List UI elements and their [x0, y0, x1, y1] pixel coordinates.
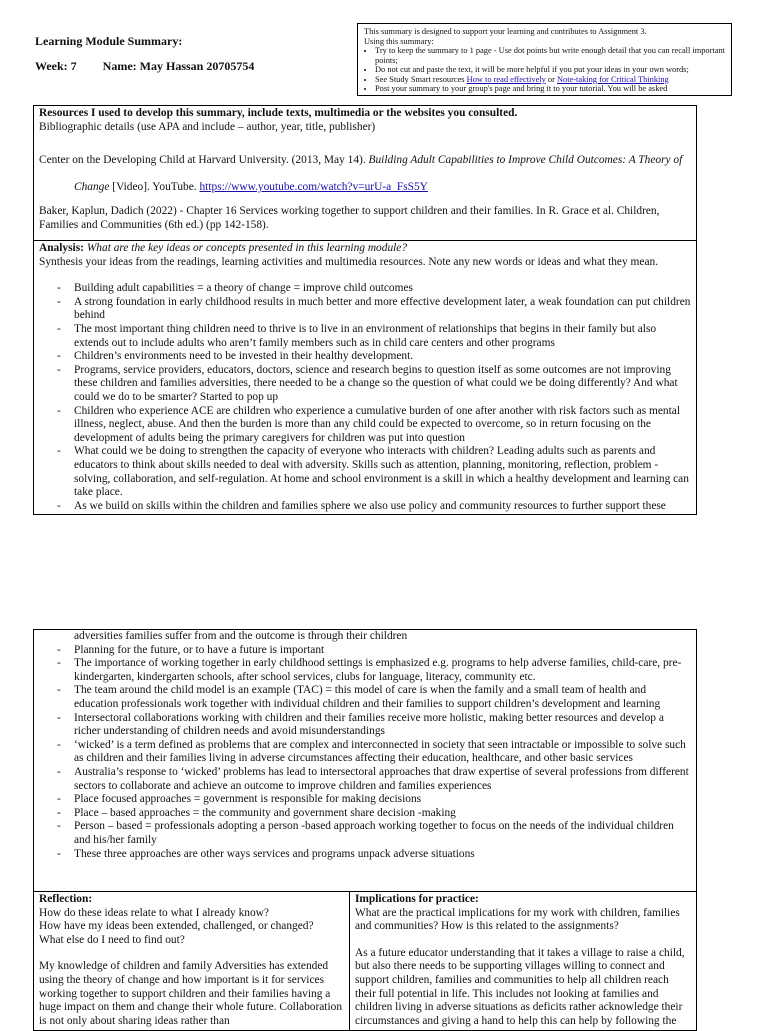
week-name-line	[35, 59, 254, 74]
list-item: - ‘wicked’ is a term defined as problems that are complex and interconnected in society that seen intractable or impossible to solve such as children and their families living in adverse circumstances affecting their education, healthcare, and other basic services	[39, 739, 691, 766]
instruction-item: • Try to keep the summary to 1 page - Use dot points but write enough detail that you can recall important points;	[375, 46, 725, 65]
reflection-heading: Reflection:	[39, 893, 93, 905]
summary-title: Learning Module Summary:	[35, 34, 183, 48]
resources-section	[33, 105, 697, 241]
implications-text: As a future educator understanding that it takes a village to raise a child, but also there needs to be supporting villages willing to connect and support children, families and communities to help all children reach their full potential in life. This includes not looking at families and children living in adverse situations as deficits rather acknowledge their circumstances and giving a hand to help this can help by following the	[355, 946, 685, 1027]
analysis-section	[33, 240, 697, 515]
reflection-question: How have my ideas been extended, challenged, or changed?	[39, 920, 314, 933]
analysis-continued-section	[33, 629, 697, 892]
list-item: - Programs, service providers, educators, doctors, science and research begins to question itself as some outcomes are not improving these children and families adversities, there needed to be a change so the question of what could we be doing differently? And what could we do to be smarter? Started to pop up	[39, 364, 691, 405]
list-item: - Building adult capabilities = a theory of change = improve child outcomes	[39, 282, 691, 296]
youtube-link[interactable]: https://www.youtube.com/watch?v=urU-a_FsS5Y	[199, 181, 428, 194]
list-item: - Place – based approaches = the community and government share decision -making	[39, 807, 691, 821]
list-item: - Person – based = professionals adopting a person -based approach working together to focus on the needs of the individual children and his/her family	[39, 820, 691, 847]
list-item: - The team around the child model is an example (TAC) = this model of care is when the family and a small team of health and education professionals work together with individual children and their families to support children’s development and learning	[39, 684, 691, 711]
list-item: - What could we be doing to strengthen the capacity of everyone who interacts with children? Leading adults such as parents and educators to think about skills needed to deal with adversity. Skills such as attention, planning, monitoring, reflection, problem -solving, collaboration, and self-regulation. At home and school environment is a skill in which a healthy development and learning can take place.	[39, 445, 691, 499]
list-item: - The most important thing children need to thrive is to live in an environment of relationships that begins in their family but also extends out to include adults who aren’t family members such as in child care centers and other programs	[39, 323, 691, 350]
reflection-section	[33, 891, 350, 1031]
list-item: - Intersectoral collaborations working with children and their families receive more holistic, making better resources and develop a richer understanding of children needs and avoid misunderstandings	[39, 712, 691, 739]
analysis-list	[39, 282, 691, 513]
student-name: Name: May Hassan 20705754	[102, 59, 255, 73]
list-item: - Australia’s response to ‘wicked’ problems has lead to intersectoral approaches that draw expertise of several professions from different sectors to collaborate and achieve an outcome to improve children and families experiences	[39, 766, 691, 793]
reflection-text: My knowledge of children and family Adversities has extended using the theory of change and how important is it for services working together to support children and their families having a huge impact on them and change their whole future. Collaboration is not only about sharing ideas rather than	[39, 960, 343, 1027]
list-item: - Children’s environments need to be invested in their healthy development.	[39, 350, 691, 364]
list-item: - As we build on skills within the children and families sphere we also use policy and community resources to further support these	[39, 500, 691, 514]
week-label: Week: 7	[35, 59, 77, 73]
resources-subheading: Bibliographic details (use APA and include – author, year, title, publisher)	[39, 120, 376, 133]
analysis-heading: Analysis: What are the key ideas or concepts presented in this learning module?	[39, 242, 408, 254]
instructions-intro: This summary is designed to support your learning and contributes to Assignment 3.	[364, 27, 647, 36]
list-item: - A strong foundation in early childhood results in much better and more effective development later, a weak foundation can put children behind	[39, 296, 691, 323]
reference-chapter: Baker, Kaplun, Dadich (2022) - Chapter 16 Services working together to support children and their families. In R. Grace et al. Children, Families and Communities (6th ed.) (pp 142-158).	[39, 205, 660, 231]
implications-heading: Implications for practice:	[355, 893, 479, 905]
read-effectively-link[interactable]: How to read effectively	[466, 74, 546, 84]
reflection-question: What else do I need to find out?	[39, 933, 185, 946]
instruction-item: • Do not cut and paste the text, it will be more helpful if you put your ideas in your own words;	[375, 65, 725, 75]
list-item: - Place focused approaches = government is responsible for making decisions	[39, 793, 691, 807]
reference-video: Center on the Developing Child at Harvard University. (2013, May 14). Building Adult Capabilities to Improve Child Outcomes: A Theory of Change [Video]. YouTube. https://www.youtube.com/watch?v=urU-a_FsS5Y	[39, 154, 683, 194]
note-taking-link[interactable]: Note-taking for Critical Thinking	[556, 74, 669, 84]
resources-heading: Resources I used to develop this summary, include texts, multimedia or the websites you consulted.	[39, 107, 518, 119]
instruction-item: • Post your summary to your group's page and bring it to your tutorial. You will be asked	[375, 84, 725, 94]
list-item: - These three approaches are other ways services and programs unpack adverse situations	[39, 848, 691, 862]
instructions-list	[364, 46, 725, 94]
instruction-item: • See Study Smart resources How to read effectively or Note-taking for Critical Thinking	[375, 75, 725, 85]
instructions-box	[357, 23, 732, 96]
list-item: - The importance of working together in early childhood settings is emphasized e.g. programs to help adverse families, child-care, pre- kindergarten, kindergarten schools, after school services, clubs for language, literacy, community etc.	[39, 657, 691, 684]
list-item: - Children who experience ACE are children who experience a cumulative burden of one after another with risk factors such as mental illness, neglect, abuse. And then the burden is more than any child could be expected to overcome, so in return focusing on the development of adults being the primary caregivers for children was put into question	[39, 405, 691, 446]
continued-list	[39, 644, 691, 862]
continued-line: adversities families suffer from and the outcome is through their children	[74, 630, 408, 642]
list-item: - Planning for the future, or to have a future is important	[39, 644, 691, 658]
analysis-subheading: Synthesis your ideas from the readings, learning activities and multimedia resources. Note any new words or ideas and what they mean.	[39, 255, 659, 268]
implications-question: What are the practical implications for my work with children, families and communities? How is this related to the assignments?	[355, 906, 680, 933]
reflection-question: How do these ideas relate to what I already know?	[39, 906, 269, 919]
instructions-using: Using this summary:	[364, 36, 434, 46]
implications-section	[349, 891, 697, 1031]
